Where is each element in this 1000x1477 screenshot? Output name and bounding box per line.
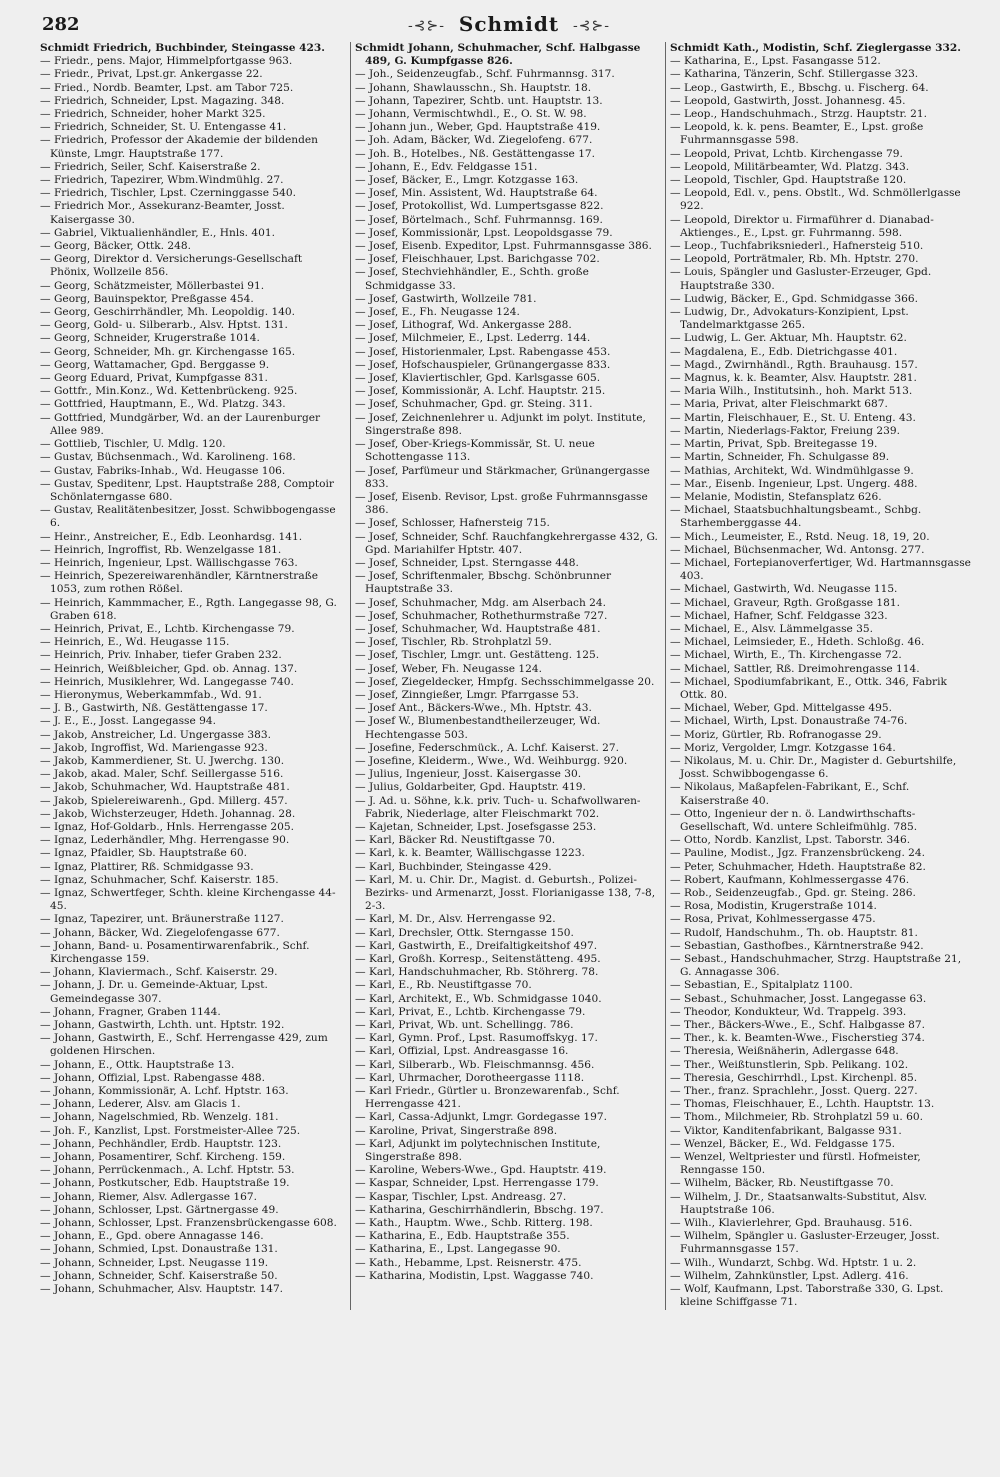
directory-entry: — Josef, Schuhmacher, Mdg. am Alserbach 24. bbox=[355, 596, 607, 609]
directory-entry: — Katharina, E., Lpst. Langegasse 90. bbox=[355, 1243, 561, 1256]
directory-entry: — Johann, Offizial, Lpst. Rabengasse 488. bbox=[40, 1071, 265, 1084]
directory-entry: — Joh. F., Kanzlist, Lpst. Forstmeister-Allee 725. bbox=[40, 1124, 301, 1137]
directory-entry: — J. Ad. u. Söhne, k.k. priv. Tuch- u. Schafwollwaren-Fabrik, Niederlage, alter Fleischmarkt 702. bbox=[355, 794, 641, 820]
directory-entry: — Johann, Gastwirth, E., Schf. Herrengasse 429, zum goldenen Hirschen. bbox=[40, 1032, 328, 1058]
directory-entry: — Julius, Ingenieur, Josst. Kaisergasse 30. bbox=[355, 768, 582, 781]
directory-entry: — Leopold, Direktor u. Firmaführer d. Dianabad-Aktienges., E., Lpst. gr. Fuhrmanng. 598. bbox=[670, 213, 934, 239]
directory-entry: — Josef, Eisenb. Expeditor, Lpst. Fuhrmannsgasse 386. bbox=[355, 240, 652, 253]
directory-entry: — Josef, Klaviertischler, Gpd. Karlsgasse 605. bbox=[355, 372, 601, 385]
directory-entry: — Wilhelm, J. Dr., Staatsanwalts-Substitut, Alsv. Hauptstraße 106. bbox=[670, 1190, 927, 1216]
directory-entry: — Heinrich, Weißbleicher, Gpd. ob. Annag. 137. bbox=[40, 662, 298, 675]
ornament-left-icon: -⊰⊱- bbox=[408, 17, 445, 34]
directory-entry: — Josef, Schneider, Lpst. Sterngasse 448. bbox=[355, 556, 579, 569]
directory-entry: — Ther., Bäckers-Wwe., E., Schf. Halbgasse 87. bbox=[670, 1019, 925, 1032]
directory-entry: — Ignaz, Schuhmacher, Schf. Kaiserstr. 185. bbox=[40, 873, 279, 886]
directory-entry: — Ther., franz. Sprachlehr., Josst. Querg. 227. bbox=[670, 1085, 918, 1098]
directory-entry: — Josef, Schlosser, Hafnersteig 715. bbox=[355, 517, 550, 530]
directory-entry: — Josef W., Blumenbestandtheilerzeuger, Wd. Hechtengasse 503. bbox=[355, 715, 601, 741]
directory-entry: — Johann, Shawlausschn., Sh. Hauptstr. 18. bbox=[355, 81, 592, 94]
directory-entry: — Leop., Gastwirth, E., Bbschg. u. Fischerg. 64. bbox=[670, 81, 929, 94]
directory-entry: — Gustav, Realitätenbesitzer, Josst. Schwibbogengasse 6. bbox=[40, 504, 336, 530]
directory-entry: — Josef, Parfümeur und Stärkmacher, Grünangergasse 833. bbox=[355, 464, 650, 490]
directory-entry: — Michael, Fortepianoverfertiger, Wd. Hartmannsgasse 403. bbox=[670, 556, 971, 583]
directory-entry: — Johann, Band- u. Posamentirwarenfabrik., Schf. Kirchengasse 159. bbox=[40, 939, 310, 966]
directory-entry: — Otto, Nordb. Kanzlist, Lpst. Taborstr. 346. bbox=[670, 834, 911, 847]
directory-entry: — Georg, Wattamacher, Gpd. Berggasse 9. bbox=[40, 358, 270, 371]
page-number: 282 bbox=[42, 14, 80, 35]
directory-entry: — Nikolaus, Maßapfelen-Fabrikant, E., Schf. Kaiserstraße 40. bbox=[670, 781, 910, 807]
directory-entry: — Moriz, Vergolder, Lmgr. Kotzgasse 164. bbox=[670, 741, 896, 754]
directory-entry: — Johann, Nagelschmied, Rb. Wenzelg. 181. bbox=[40, 1111, 279, 1124]
directory-entry: — Johann, Postkutscher, Edb. Hauptstraße 19. bbox=[40, 1177, 290, 1190]
directory-entry: — Josef, Milchmeier, E., Lpst. Lederrg. 144. bbox=[355, 332, 591, 345]
directory-entry: — Jakob, Anstreicher, Ld. Ungergasse 383. bbox=[40, 728, 271, 741]
directory-entry: — Magdalena, E., Edb. Dietrichgasse 401. bbox=[670, 345, 898, 358]
directory-entry: — Johann, Klaviermach., Schf. Kaiserstr. 29. bbox=[40, 966, 278, 979]
directory-entry: — Hieronymus, Weberkammfab., Wd. 91. bbox=[40, 688, 262, 701]
directory-entry: — Michael, Wirth, E., Th. Kirchengasse 72. bbox=[670, 649, 902, 662]
directory-entry: — Jakob, Ingroffist, Wd. Mariengasse 923. bbox=[40, 741, 268, 754]
directory-entry: — Karl, Drechsler, Ottk. Sterngasse 150. bbox=[355, 926, 574, 939]
directory-entry: — Michael, Staatsbuchhaltungsbeamt., Schbg. Starhemberggasse 44. bbox=[670, 504, 922, 530]
directory-entry: — Julius, Goldarbeiter, Gpd. Hauptstr. 419. bbox=[355, 781, 586, 794]
directory-entry: — Rosa, Modistin, Krugerstraße 1014. bbox=[670, 900, 877, 913]
directory-entry: Schmidt Friedrich, Buchbinder, Steingasse 423. bbox=[40, 42, 325, 54]
directory-entry: — Katharina, Modistin, Lpst. Waggasse 740. bbox=[355, 1269, 594, 1282]
directory-entry: — Thomas, Fleischhauer, E., Lchth. Hauptstr. 13. bbox=[670, 1098, 935, 1111]
directory-entry: — Wilh., Wundarzt, Schbg. Wd. Hptstr. 1 u. 2. bbox=[670, 1256, 917, 1269]
directory-entry: — Fried., Nordb. Beamter, Lpst. am Tabor 725. bbox=[40, 81, 294, 94]
directory-entry: — Wilh., Klavierlehrer, Gpd. Brauhausg. 516. bbox=[670, 1217, 913, 1230]
directory-entry: — Katharina, E., Lpst. Fasangasse 512. bbox=[670, 55, 881, 68]
directory-entry: — Josefine, Kleiderm., Wwe., Wd. Weihburgg. 920. bbox=[355, 754, 628, 767]
directory-entry: — Josef Ant., Bäckers-Wwe., Mh. Hptstr. 43. bbox=[355, 702, 592, 715]
directory-entry: — Josef, Schneider, Schf. Rauchfangkehrergasse 432, G. Gpd. Mariahilfer Hptstr. 407. bbox=[355, 530, 658, 556]
directory-entry: — Mathias, Architekt, Wd. Windmühlgasse 9. bbox=[670, 464, 914, 477]
directory-entry: — Jakob, Schuhmacher, Wd. Hauptstraße 481. bbox=[40, 781, 290, 794]
columns bbox=[36, 42, 982, 1310]
directory-entry: — Wilhelm, Bäcker, Rb. Neustiftgasse 70. bbox=[670, 1177, 894, 1190]
directory-entry: — Friedr., Privat, Lpst.gr. Ankergasse 22. bbox=[40, 68, 263, 81]
directory-entry: — Mich., Leumeister, E., Rstd. Neug. 18, 19, 20. bbox=[670, 530, 930, 543]
directory-entry: — Michael, Weber, Gpd. Mittelgasse 495. bbox=[670, 702, 893, 715]
directory-entry: — Johann, Vermischtwhdl., E., O. St. W. 98. bbox=[355, 108, 587, 121]
directory-entry: — Sebast., Handschuhmacher, Strzg. Hauptstraße 21, G. Annagasse 306. bbox=[670, 953, 962, 979]
directory-entry: — Heinr., Anstreicher, E., Edb. Leonhardsg. 141. bbox=[40, 530, 303, 543]
directory-entry: — Ludwig, L. Ger. Aktuar, Mh. Hauptstr. 62. bbox=[670, 332, 907, 345]
directory-entry: — Georg, Schneider, Mh. gr. Kirchengasse 165. bbox=[40, 345, 296, 358]
directory-entry: — Johann, Perrückenmach., A. Lchf. Hptstr. 53. bbox=[40, 1164, 295, 1177]
directory-entry: — Josef, Lithograf, Wd. Ankergasse 288. bbox=[355, 319, 572, 332]
directory-entry: — Johann, E., Edv. Feldgasse 151. bbox=[355, 160, 538, 173]
directory-entry: — Ther., k. k. Beamten-Wwe., Fischerstieg 374. bbox=[670, 1032, 925, 1045]
directory-entry: — Martin, Fleischhauer, E., St. U. Enteng. 43. bbox=[670, 411, 916, 424]
running-head bbox=[36, 12, 982, 36]
directory-entry: — Johann, J. Dr. u. Gemeinde-Aktuar, Lpst. Gemeindegasse 307. bbox=[40, 979, 268, 1005]
directory-entry: — Leopold, Tischler, Gpd. Hauptstraße 120. bbox=[670, 174, 907, 187]
directory-entry: — Josef, Zeichnenlehrer u. Adjunkt im polyt. Institute, Singerstraße 898. bbox=[355, 411, 646, 437]
directory-entry: — Johann, Schmied, Lpst. Donaustraße 131. bbox=[40, 1243, 278, 1256]
directory-entry: — Josef, Kommissionär, Lpst. Leopoldsgasse 79. bbox=[355, 226, 613, 239]
ornament-right-icon: -⊰⊱- bbox=[573, 17, 610, 34]
directory-entry: — Heinrich, Spezereiwarenhändler, Kärntnerstraße 1053, zum rothen Rößel. bbox=[40, 570, 319, 596]
directory-entry: — Michael, Gastwirth, Wd. Neugasse 115. bbox=[670, 583, 898, 596]
directory-entry: — Josef, Börtelmach., Schf. Fuhrmannsg. 169. bbox=[355, 213, 603, 226]
directory-entry: — Magd., Zwirnhändl., Rgth. Brauhausg. 157. bbox=[670, 358, 918, 371]
directory-entry: — Karl, Silberarb., Wb. Fleischmannsg. 456. bbox=[355, 1058, 595, 1071]
directory-entry: — Josef, Min. Assistent, Wd. Hauptstraße 64. bbox=[355, 187, 598, 200]
directory-entry: — Josef, Schriftenmaler, Bbschg. Schönbrunner Hauptstraße 33. bbox=[355, 570, 612, 596]
directory-entry: — Magnus, k. k. Beamter, Alsv. Hauptstr. 281. bbox=[670, 372, 917, 385]
directory-entry: — Josef, Weber, Fh. Neugasse 124. bbox=[355, 662, 543, 675]
page-header bbox=[36, 8, 982, 42]
directory-entry: — Mar., Eisenb. Ingenieur, Lpst. Ungerg. 488. bbox=[670, 477, 918, 490]
directory-entry: — Leopold, Militärbeamter, Wd. Platzg. 343. bbox=[670, 160, 910, 173]
directory-entry: — Michael, Sattler, Rß. Dreimohrengasse 114. bbox=[670, 662, 920, 675]
directory-entry: — Karl, Architekt, E., Wb. Schmidgasse 1040. bbox=[355, 992, 602, 1005]
directory-entry: — Kath., Hebamme, Lpst. Reisnerstr. 475. bbox=[355, 1256, 582, 1269]
directory-entry: — Jakob, Spielereiwarenh., Gpd. Millerg. 457. bbox=[40, 794, 288, 807]
directory-entry: — Leop., Tuchfabriksniederl., Hafnersteig 510. bbox=[670, 240, 924, 253]
directory-entry: — Pauline, Modist., Jgz. Franzensbrückeng. 24. bbox=[670, 847, 926, 860]
directory-entry: — Melanie, Modistin, Stefansplatz 626. bbox=[670, 490, 882, 503]
directory-entry: — Georg, Schätzmeister, Möllerbastei 91. bbox=[40, 279, 265, 292]
directory-entry: — Leopold, Porträtmaler, Rb. Mh. Hptstr. 270. bbox=[670, 253, 919, 266]
directory-entry: — Josef, Tischler, Lmgr. unt. Gestätteng. 125. bbox=[355, 649, 600, 662]
directory-entry: — Johann, Schneider, Schf. Kaiserstraße 50. bbox=[40, 1269, 278, 1282]
directory-entry: — Georg, Direktor d. Versicherungs-Gesellschaft Phönix, Wollzeile 856. bbox=[40, 253, 303, 279]
directory-entry: — Leopold, k. k. pens. Beamter, E., Lpst. große Fuhrmannsgasse 598. bbox=[670, 121, 924, 147]
directory-entry: — Karl, Privat, E., Lchtb. Kirchengasse 79. bbox=[355, 1005, 586, 1018]
directory-entry: — Josef, Hofschauspieler, Grünangergasse 833. bbox=[355, 358, 611, 371]
directory-entry: — Ignaz, Pfaidler, Sb. Hauptstraße 60. bbox=[40, 847, 248, 860]
directory-entry: — Gustav, Büchsenmach., Wd. Karolineng. 168. bbox=[40, 451, 296, 464]
directory-entry: — Karl, Bäcker Rd. Neustiftgasse 70. bbox=[355, 834, 556, 847]
directory-entry: — Friedrich Mor., Assekuranz-Beamter, Josst. Kaisergasse 30. bbox=[40, 200, 285, 226]
directory-entry: — Gabriel, Viktualienhändler, E., Hnls. 401. bbox=[40, 226, 275, 239]
directory-entry: — Leopold, Gastwirth, Josst. Johannesg. 45. bbox=[670, 94, 906, 107]
directory-entry: — Johann jun., Weber, Gpd. Hauptstraße 419. bbox=[355, 121, 601, 134]
directory-entry: — Karl, Buchbinder, Steingasse 429. bbox=[355, 860, 552, 873]
directory-entry: — Friedr., pens. Major, Himmelpfortgasse 963. bbox=[40, 55, 293, 68]
directory-entry: — Karl, M. Dr., Alsv. Herrengasse 92. bbox=[355, 913, 556, 926]
directory-entry: — Georg, Bäcker, Ottk. 248. bbox=[40, 240, 191, 253]
directory-entry: — Heinrich, E., Wd. Heugasse 115. bbox=[40, 636, 230, 649]
directory-entry: — Nikolaus, M. u. Chir. Dr., Magister d. Geburtshilfe, Josst. Schwibbogengasse 6. bbox=[670, 754, 957, 781]
directory-entry: — Wenzel, Weltpriester und fürstl. Hofmeister, Renngasse 150. bbox=[670, 1151, 921, 1177]
directory-entry: — Karl, k. k. Beamter, Wällischgasse 1223. bbox=[355, 847, 585, 860]
directory-entry: — Heinrich, Kammmacher, E., Rgth. Langegasse 98, G. Graben 618. bbox=[40, 596, 337, 622]
directory-entry: — Wilhelm, Zahnkünstler, Lpst. Adlerg. 416. bbox=[670, 1269, 909, 1282]
directory-entry: — Moriz, Gürtler, Rb. Rofranogasse 29. bbox=[670, 728, 882, 741]
directory-entry: — Friedrich, Seiler, Schf. Kaiserstraße 2. bbox=[40, 160, 261, 173]
directory-entry: — Kaspar, Schneider, Lpst. Herrengasse 179. bbox=[355, 1177, 599, 1190]
directory-entry: — Heinrich, Privat, E., Lchtb. Kirchengasse 79. bbox=[40, 622, 295, 635]
directory-entry: — Sebastian, E., Spitalplatz 1100. bbox=[670, 979, 853, 992]
directory-entry: — Joh. B., Hotelbes., Nß. Gestättengasse 17. bbox=[355, 147, 596, 160]
directory-entry: — Josefine, Federschmück., A. Lchf. Kaiserst. 27. bbox=[355, 741, 619, 754]
directory-entry: — Karl, Uhrmacher, Dorotheergasse 1118. bbox=[355, 1071, 585, 1084]
directory-entry: — Rosa, Privat, Kohlmessergasse 475. bbox=[670, 913, 876, 926]
directory-entry: — Johann, Posamentirer, Schf. Kircheng. 159. bbox=[40, 1151, 286, 1164]
directory-entry: — Ludwig, Dr., Advokaturs-Konzipient, Lpst. Tandelmarktgasse 265. bbox=[670, 306, 909, 332]
directory-entry: — Johann, Kommissionär, A. Lchf. Hptstr. 163. bbox=[40, 1085, 289, 1098]
directory-entry: — Johann, Schuhmacher, Alsv. Hauptstr. 147. bbox=[40, 1283, 284, 1296]
directory-entry: — Johann, Bäcker, Wd. Ziegelofengasse 677. bbox=[40, 926, 280, 939]
running-head-title: Schmidt bbox=[458, 12, 560, 36]
directory-entry: — Michael, Leimsieder, E., Hdeth. Schloßg. 46. bbox=[670, 636, 925, 649]
directory-entry: — Viktor, Kanditenfabrikant, Balgasse 931. bbox=[670, 1124, 902, 1137]
directory-entry: — Michael, Graveur, Rgth. Großgasse 181. bbox=[670, 596, 900, 609]
directory-entry: — Rudolf, Handschuhm., Th. ob. Hauptstr. 81. bbox=[670, 926, 918, 939]
directory-entry: — Georg Eduard, Privat, Kumpfgasse 831. bbox=[40, 372, 268, 385]
directory-entry: — Josef, Gastwirth, Wollzeile 781. bbox=[355, 292, 537, 305]
directory-entry: — Friedrich, Tischler, Lpst. Czerninggasse 540. bbox=[40, 187, 296, 200]
directory-entry: — Karl, Offizial, Lpst. Andreasgasse 16. bbox=[355, 1045, 569, 1058]
directory-entry: — Josef, Ober-Kriegs-Kommissär, St. U. neue Schottengasse 113. bbox=[355, 438, 595, 464]
directory-entry: — Joh., Seidenzeugfab., Schf. Fuhrmannsg. 317. bbox=[355, 68, 615, 81]
directory-entry: — Ludwig, Bäcker, E., Gpd. Schmidgasse 366. bbox=[670, 292, 918, 305]
directory-entry: — Friedrich, Professor der Akademie der bildenden Künste, Lmgr. Hauptstraße 177. bbox=[40, 134, 318, 160]
directory-entry: — Josef, Schuhmacher, Wd. Hauptstraße 481. bbox=[355, 622, 601, 635]
directory-entry: — Josef, Ziegeldecker, Hmpfg. Sechsschimmelgasse 20. bbox=[355, 675, 655, 688]
directory-entry: — J. B., Gastwirth, Nß. Gestättengasse 17. bbox=[40, 702, 268, 715]
column-3 bbox=[666, 42, 981, 1310]
directory-entry: — Josef, Eisenb. Revisor, Lpst. große Fuhrmannsgasse 386. bbox=[355, 490, 648, 517]
directory-entry: — Johann, Schlosser, Lpst. Gärtnergasse 49. bbox=[40, 1203, 279, 1216]
directory-entry: — Georg, Schneider, Krugerstraße 1014. bbox=[40, 332, 260, 345]
directory-entry: — Kaspar, Tischler, Lpst. Andreasg. 27. bbox=[355, 1190, 567, 1203]
directory-entry: — Georg, Geschirrhändler, Mh. Leopoldig. 140. bbox=[40, 306, 296, 319]
directory-entry: — Martin, Privat, Spb. Breitegasse 19. bbox=[670, 438, 878, 451]
directory-entry: — Thom., Milchmeier, Rb. Strohplatzl 59 u. 60. bbox=[670, 1111, 923, 1124]
directory-entry: — Gottfried, Hauptmann, E., Wd. Platzg. 343. bbox=[40, 398, 286, 411]
directory-entry: — Josef, Schuhmacher, Gpd. gr. Steing. 311. bbox=[355, 398, 593, 411]
directory-entry: — Johann, Gastwirth, Lchth. unt. Hptstr. 192. bbox=[40, 1019, 285, 1032]
directory-entry: — Georg, Bauinspektor, Preßgasse 454. bbox=[40, 292, 254, 305]
directory-entry: — Karoline, Privat, Singerstraße 898. bbox=[355, 1124, 558, 1137]
directory-entry: — Josef, E., Fh. Neugasse 124. bbox=[355, 306, 520, 319]
directory-entry: — Michael, Hafner, Schf. Feldgasse 323. bbox=[670, 609, 888, 622]
directory-entry: — Michael, Büchsenmacher, Wd. Antonsg. 277. bbox=[670, 543, 925, 556]
directory-entry: — Joh. Adam, Bäcker, Wd. Ziegelofeng. 677. bbox=[355, 134, 593, 147]
directory-entry: — Karl, Cassa-Adjunkt, Lmgr. Gordegasse 197. bbox=[355, 1111, 607, 1124]
directory-entry: — Michael, Wirth, Lpst. Donaustraße 74-76. bbox=[670, 715, 908, 728]
directory-entry: — Louis, Spängler und Gasluster-Erzeuger, Gpd. Hauptstraße 330. bbox=[670, 266, 932, 292]
directory-entry: — Leopold, Edl. v., pens. Obstlt., Wd. Schmöllerlgasse 922. bbox=[670, 187, 961, 213]
directory-entry: — Gottlieb, Tischler, U. Mdlg. 120. bbox=[40, 438, 226, 451]
directory-entry: — Kath., Hauptm. Wwe., Schb. Ritterg. 198. bbox=[355, 1217, 593, 1230]
directory-entry: — Rob., Seidenzeugfab., Gpd. gr. Steing. 286. bbox=[670, 887, 916, 899]
directory-entry: — Karoline, Webers-Wwe., Gpd. Hauptstr. 419. bbox=[355, 1164, 607, 1177]
directory-entry: — Johann, E., Gpd. obere Annagasse 146. bbox=[40, 1230, 264, 1243]
directory-entry: — Johann, Fragner, Graben 1144. bbox=[40, 1005, 221, 1018]
directory-entry: — Gottfr., Min.Konz., Wd. Kettenbrückeng. 925. bbox=[40, 385, 298, 398]
directory-entry: — Jakob, Kammerdiener, St. U. Jwerchg. 130. bbox=[40, 754, 285, 767]
directory-entry: — Josef, Stechviehhändler, E., Schth. große Schmidgasse 33. bbox=[355, 266, 589, 292]
directory-entry: — Josef, Kommissionär, A. Lchf. Hauptstr. 215. bbox=[355, 385, 606, 398]
directory-entry: — Heinrich, Ingroffist, Rb. Wenzelgasse 181. bbox=[40, 543, 282, 556]
directory-entry: — J. E., E., Josst. Langegasse 94. bbox=[40, 715, 216, 728]
directory-entry: — Johann, Lederer, Alsv. am Glacis 1. bbox=[40, 1098, 241, 1111]
directory-entry: — Gustav, Speditenr, Lpst. Hauptstraße 288, Comptoir Schönlaterngasse 680. bbox=[40, 477, 334, 503]
directory-entry: — Ignaz, Hof-Goldarb., Hnls. Herrengasse 205. bbox=[40, 820, 294, 833]
directory-entry: — Peter, Schuhmacher, Hdeth. Hauptstraße 82. bbox=[670, 860, 926, 873]
directory-entry: — Heinrich, Priv. Inhaber, tiefer Graben 232. bbox=[40, 649, 282, 662]
directory-entry: Schmidt Johann, Schuhmacher, Schf. Halbgasse 489, G. Kumpfgasse 826. bbox=[355, 42, 641, 68]
directory-entry: — Heinrich, Ingenieur, Lpst. Wällischgasse 763. bbox=[40, 556, 298, 569]
directory-entry: — Ignaz, Lederhändler, Mhg. Herrengasse 90. bbox=[40, 834, 290, 847]
directory-entry: — Josef, Zinngießer, Lmgr. Pfarrgasse 53. bbox=[355, 688, 579, 701]
directory-entry: — Friedrich, Tapezirer, Wbm.Windmühlg. 27. bbox=[40, 174, 284, 187]
directory-entry: — Wenzel, Bäcker, E., Wd. Feldgasse 175. bbox=[670, 1137, 896, 1150]
directory-entry: — Gustav, Fabriks-Inhab., Wd. Heugasse 106. bbox=[40, 464, 286, 477]
directory-entry: — Martin, Schneider, Fh. Schulgasse 89. bbox=[670, 451, 890, 464]
directory-entry: — Georg, Gold- u. Silberarb., Alsv. Hptst. 131. bbox=[40, 319, 288, 332]
directory-entry: — Ignaz, Tapezirer, unt. Bräunerstraße 1127. bbox=[40, 913, 284, 926]
directory-entry: — Ignaz, Schwertfeger, Schth. kleine Kirchengasse 44-45. bbox=[40, 887, 336, 913]
directory-entry: — Jakob, Wichsterzeuger, Hdeth. Johannag. 28. bbox=[40, 807, 296, 820]
directory-entry: — Ignaz, Plattirer, Rß. Schmidgasse 93. bbox=[40, 860, 254, 873]
directory-entry: — Karl, Gastwirth, E., Dreifaltigkeitshof 497. bbox=[355, 939, 598, 952]
directory-entry: — Karl, Adjunkt im polytechnischen Institute, Singerstraße 898. bbox=[355, 1137, 601, 1164]
directory-entry: — Josef, Historienmaler, Lpst. Rabengasse 453. bbox=[355, 345, 611, 358]
column-2 bbox=[351, 42, 666, 1310]
column-1 bbox=[36, 42, 351, 1310]
directory-entry: — Sebastian, Gasthofbes., Kärntnerstraße 942. bbox=[670, 939, 924, 952]
directory-entry: — Karl, E., Rb. Neustiftgasse 70. bbox=[355, 979, 532, 992]
directory-entry: Schmidt Kath., Modistin, Schf. Zieglergasse 332. bbox=[670, 42, 961, 54]
directory-entry: — Karl, Privat, Wb. unt. Schellingg. 786. bbox=[355, 1019, 574, 1032]
directory-entry: — Katharina, Geschirrhändlerin, Bbschg. 197. bbox=[355, 1203, 604, 1216]
directory-entry: — Johann, Schneider, Lpst. Neugasse 119. bbox=[40, 1256, 269, 1269]
directory-entry: — Karl, Gymn. Prof., Lpst. Rasumoffskyg. 17. bbox=[355, 1032, 598, 1045]
directory-entry: — Otto, Ingenieur der n. ö. Landwirthschafts-Gesellschaft, Wd. untere Schleifmühlg. 785. bbox=[670, 807, 918, 833]
directory-entry: — Wilhelm, Spängler u. Gasluster-Erzeuger, Josst. Fuhrmannsgasse 157. bbox=[670, 1230, 940, 1256]
directory-entry: — Michael, E., Alsv. Lämmelgasse 35. bbox=[670, 622, 873, 635]
directory-entry: — Katharina, E., Edb. Hauptstraße 355. bbox=[355, 1230, 570, 1243]
directory-entry: — Michael, Spodiumfabrikant, E., Ottk. 346, Fabrik Ottk. 80. bbox=[670, 675, 947, 701]
directory-entry: — Theresia, Geschirrhdl., Lpst. Kirchenpl. 85. bbox=[670, 1071, 918, 1084]
directory-entry: — Wolf, Kaufmann, Lpst. Taborstraße 330, G. Lpst. kleine Schiffgasse 71. bbox=[670, 1283, 944, 1309]
directory-entry: — Theresia, Weißnäherin, Adlergasse 648. bbox=[670, 1045, 899, 1058]
directory-entry: — Karl, Großh. Korresp., Seitenstätteng. 495. bbox=[355, 953, 601, 966]
directory-entry: — Karl, Handschuhmacher, Rb. Stöhrerg. 78. bbox=[355, 966, 599, 979]
directory-entry: — Josef, Schuhmacher, Rothethurmstraße 727. bbox=[355, 609, 608, 622]
directory-entry: — Theodor, Kondukteur, Wd. Trappelg. 393. bbox=[670, 1005, 907, 1018]
directory-entry: — Ther., Weißtunstlerin, Spb. Pelikang. 102. bbox=[670, 1058, 909, 1071]
directory-entry: — Karl Friedr., Gürtler u. Bronzewarenfab., Schf. Herrengasse 421. bbox=[355, 1085, 620, 1111]
directory-entry: — Leop., Handschuhmach., Strzg. Hauptstr. 21. bbox=[670, 108, 928, 121]
directory-entry: — Johann, E., Ottk. Hauptstraße 13. bbox=[40, 1058, 235, 1071]
directory-entry: — Johann, Pechhändler, Erdb. Hauptstr. 123. bbox=[40, 1137, 282, 1150]
directory-entry: — Jakob, akad. Maler, Schf. Seillergasse 516. bbox=[40, 768, 284, 781]
directory-entry: — Katharina, Tänzerin, Schf. Stillergasse 323. bbox=[670, 68, 919, 81]
directory-entry: — Johann, Tapezirer, Schtb. unt. Hauptstr. 13. bbox=[355, 94, 603, 107]
directory-entry: — Kajetan, Schneider, Lpst. Josefsgasse 253. bbox=[355, 820, 597, 833]
directory-entry: — Josef, Protokollist, Wd. Lumpertsgasse 822. bbox=[355, 200, 604, 213]
directory-entry: — Friedrich, Schneider, Lpst. Magazing. 348. bbox=[40, 94, 285, 107]
directory-entry: — Robert, Kaufmann, Kohlmessergasse 476. bbox=[670, 873, 910, 886]
directory-entry: — Martin, Niederlags-Faktor, Freiung 239. bbox=[670, 424, 901, 437]
directory-entry: — Maria Wilh., Institutsinh., hoh. Markt 513. bbox=[670, 385, 913, 398]
directory-entry: — Johann, Riemer, Alsv. Adlergasse 167. bbox=[40, 1190, 257, 1203]
directory-entry: — Karl, M. u. Chir. Dr., Magist. d. Geburtsh., Polizei-Bezirks- und Armenarzt, Josst. Florianigasse 138, 7-8, 2-3. bbox=[355, 873, 656, 913]
directory-entry: — Gottfried, Mundgärber, Wd. an der Laurenburger Allee 989. bbox=[40, 411, 321, 437]
directory-entry: — Leopold, Privat, Lchtb. Kirchengasse 79. bbox=[670, 147, 903, 160]
directory-entry: — Friedrich, Schneider, St. U. Entengasse 41. bbox=[40, 121, 287, 134]
directory-entry: — Josef, Fleischhauer, Lpst. Barichgasse 702. bbox=[355, 253, 600, 266]
directory-entry: — Johann, Schlosser, Lpst. Franzensbrückengasse 608. bbox=[40, 1217, 337, 1230]
directory-entry: — Josef, Bäcker, E., Lmgr. Kotzgasse 163. bbox=[355, 174, 579, 187]
directory-entry: — Maria, Privat, alter Fleischmarkt 687. bbox=[670, 398, 888, 411]
directory-entry: — Heinrich, Musiklehrer, Wd. Langegasse 740. bbox=[40, 675, 294, 688]
directory-entry: — Friedrich, Schneider, hoher Markt 325. bbox=[40, 108, 266, 121]
directory-entry: — Josef, Tischler, Rb. Strohplatzl 59. bbox=[355, 636, 552, 649]
directory-entry: — Sebast., Schuhmacher, Josst. Langegasse 63. bbox=[670, 992, 927, 1005]
